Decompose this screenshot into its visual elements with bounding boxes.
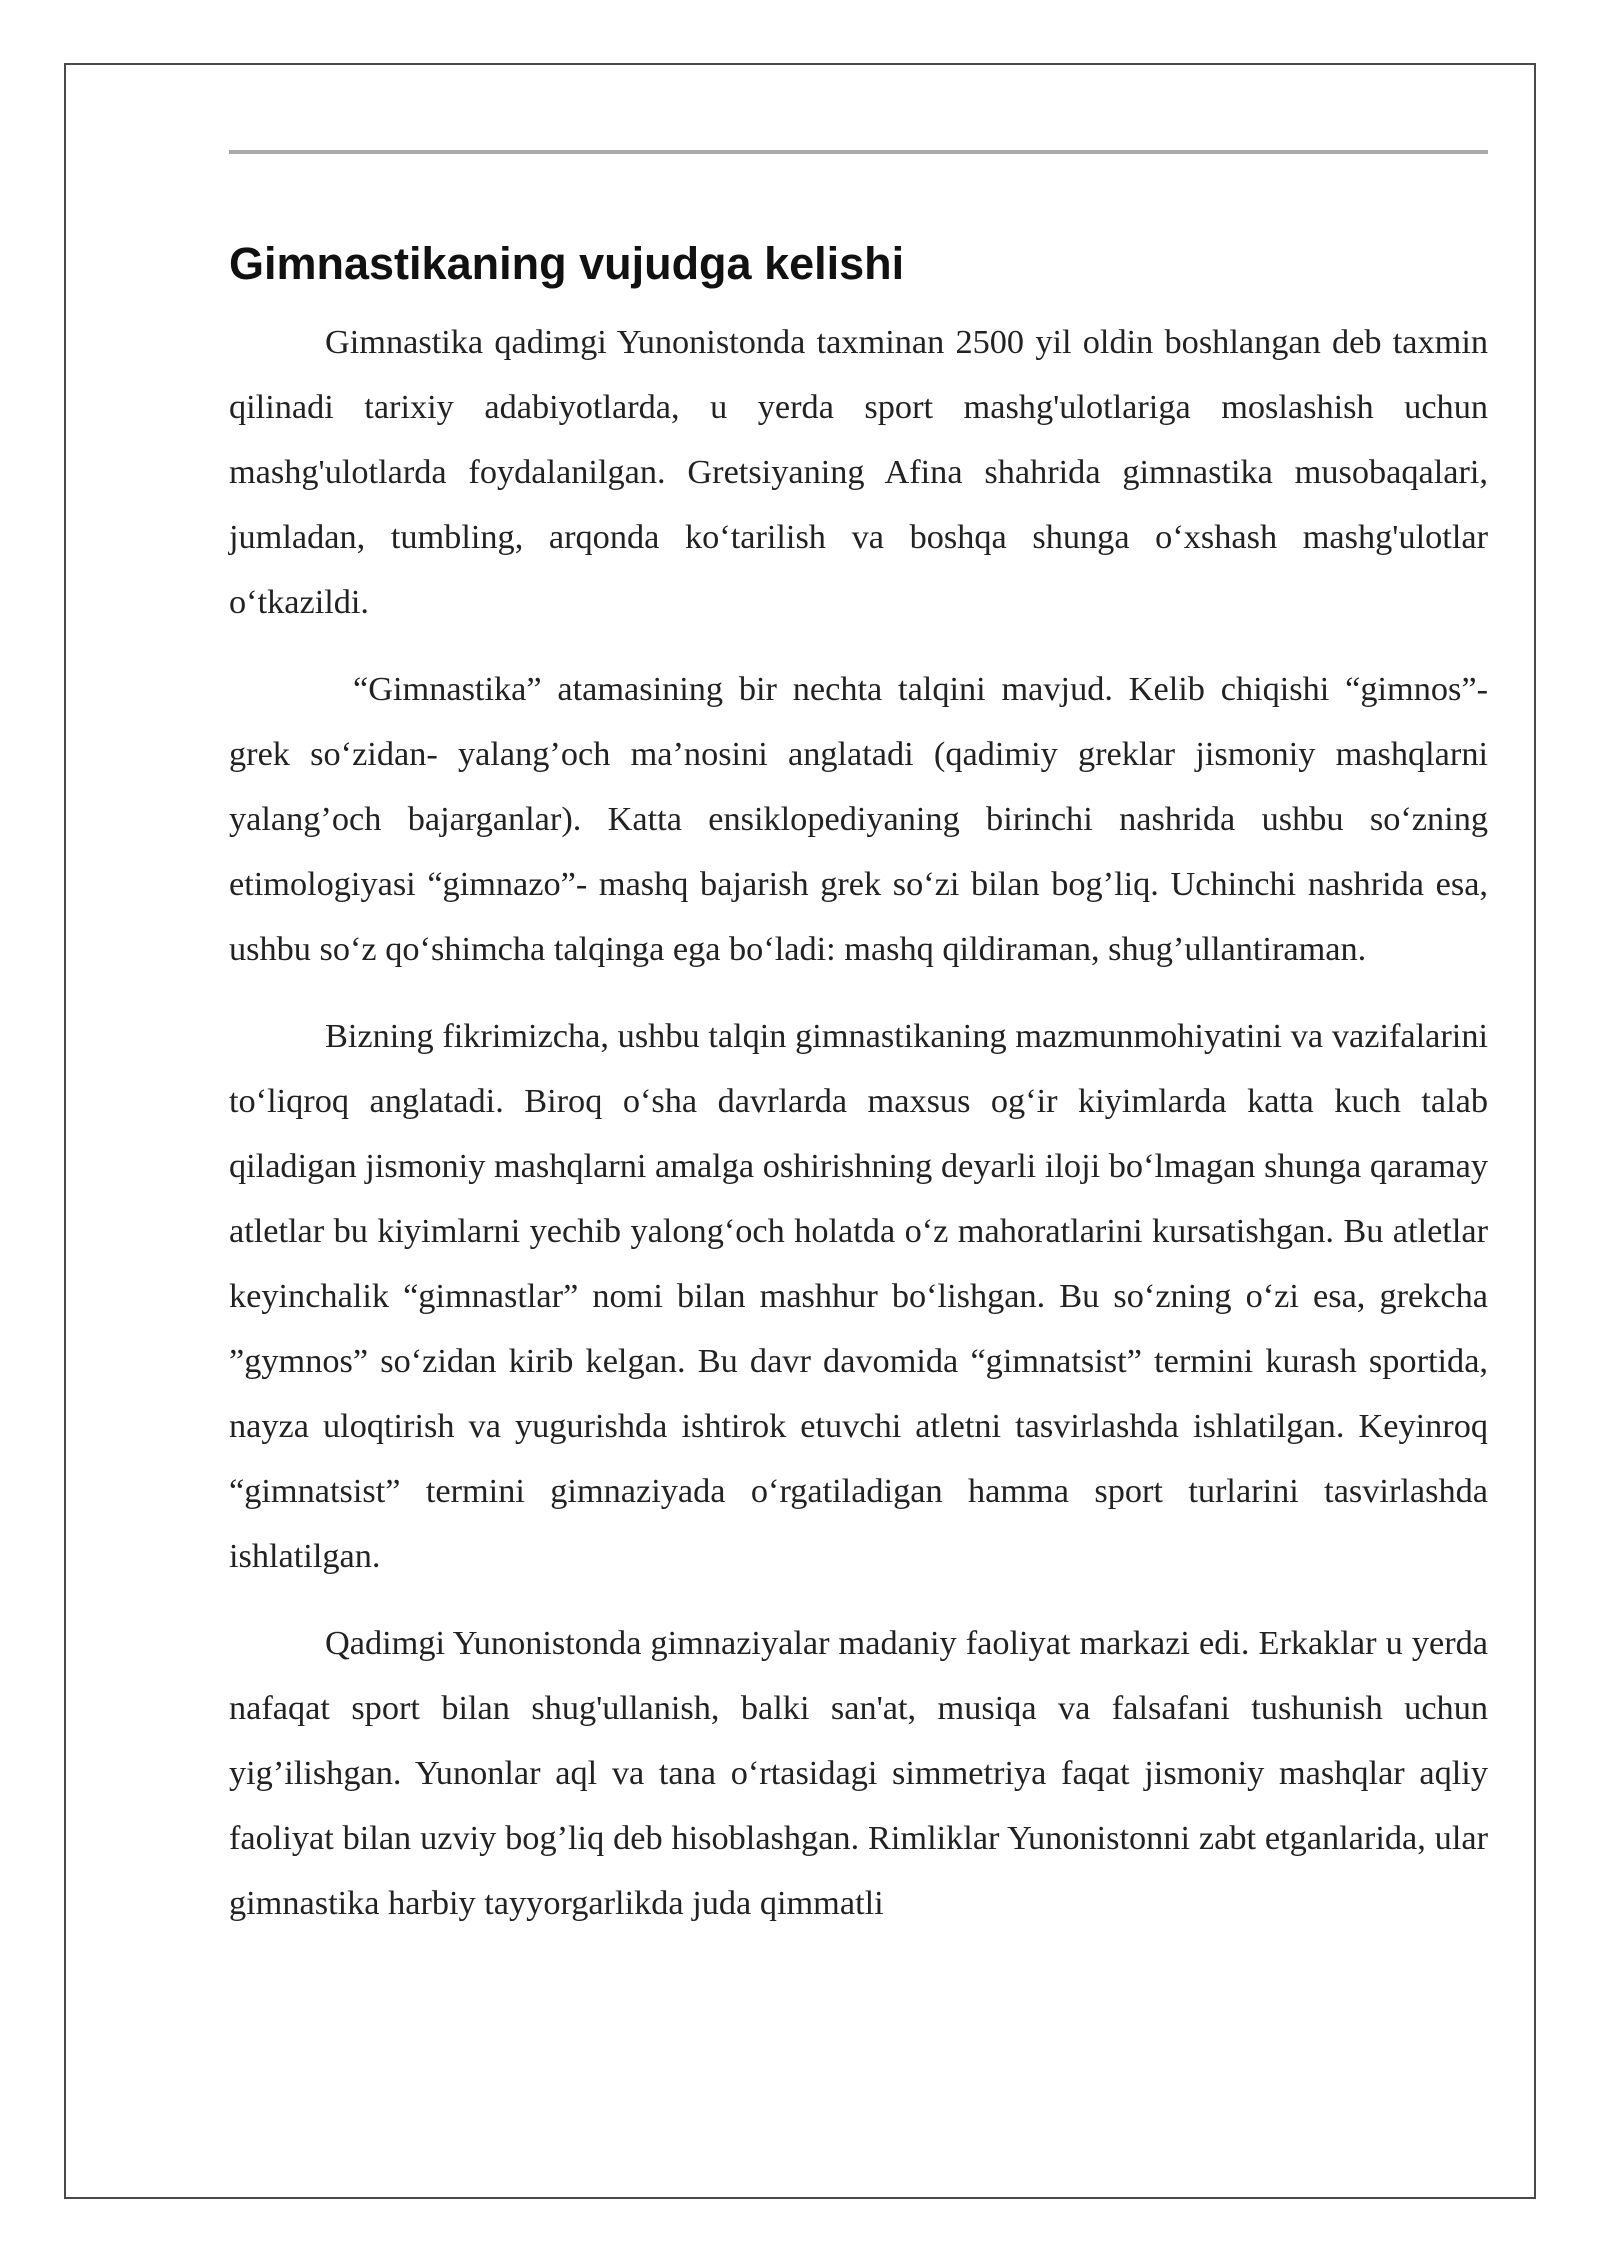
document-body [229,232,1488,1936]
paragraph-2: “Gimnastika” atamasining bir nechta talqini mavjud. Kelib chiqishi “gimnos”- grek so‘zidan- yalang’och ma’nosini anglatadi (qadimiy greklar jismoniy mashqlarni yalang’och bajarganlar). Katta ensiklopediyaning birinchi nashrida ushbu so‘zning etimologiyasi “gimnazo”- mashq bajarish grek so‘zi bilan bog’liq. Uchinchi nashrida esa, ushbu so‘z qo‘shimcha talqinga ega bo‘ladi: mashq qildiraman, shug’ullantiraman. [229,670,1488,968]
paragraph-3: Bizning fikrimizcha, ushbu talqin gimnastikaning mazmunmohiyatini va vazifalarini to‘liqroq anglatadi. Biroq o‘sha davrlarda maxsus og‘ir kiyimlarda katta kuch talab qiladigan jismoniy mashqlarni amalga oshirishning deyarli iloji bo‘lmagan shunga qaramay atletlar bu kiyimlarni yechib yalong‘och holatda o‘z mahoratlarini kursatishgan. Bu atletlar keyinchalik “gimnastlar” nomi bilan mashhur bo‘lishgan. Bu so‘zning o‘zi esa, grekcha ”gymnos” so‘zidan kirib kelgan. Bu davr davomida “gimnatsist” termini kurash sportida, nayza uloqtirish va yugurishda ishtirok etuvchi atletni tasvirlashda ishlatilgan. Keyinroq “gimnatsist” termini gimnaziyada o‘rgatiladigan hamma sport turlarini tasvirlashda ishlatilgan. [229,1017,1488,1575]
header-rule [229,150,1488,154]
paragraph-4: Qadimgi Yunonistonda gimnaziyalar madaniy faoliyat markazi edi. Erkaklar u yerda nafaqat sport bilan shug'ullanish, balki san'at, musiqa va falsafani tushunish uchun yig’ilishgan. Yunonlar aql va tana o‘rtasidagi simmetriya faqat jismoniy mashqlar aqliy faoliyat bilan uzviy bog’liq deb hisoblashgan. Rimliklar Yunonistonni zabt etganlarida, ular gimnastika harbiy tayyorgarlikda juda qimmatli [229,1624,1488,1922]
document-title: Gimnastikaning vujudga kelishi [229,238,905,289]
paragraph-1: Gimnastika qadimgi Yunonistonda taxminan 2500 yil oldin boshlangan deb taxmin qilinadi tarixiy adabiyotlarda, u yerda sport mashg'ulotlariga moslashish uchun mashg'ulotlarda foydalanilgan. Gretsiyaning Afina shahrida gimnastika musobaqalari, jumladan, tumbling, arqonda ko‘tarilish va boshqa shunga o‘xshash mashg'ulotlar o‘tkazildi. [229,323,1488,621]
